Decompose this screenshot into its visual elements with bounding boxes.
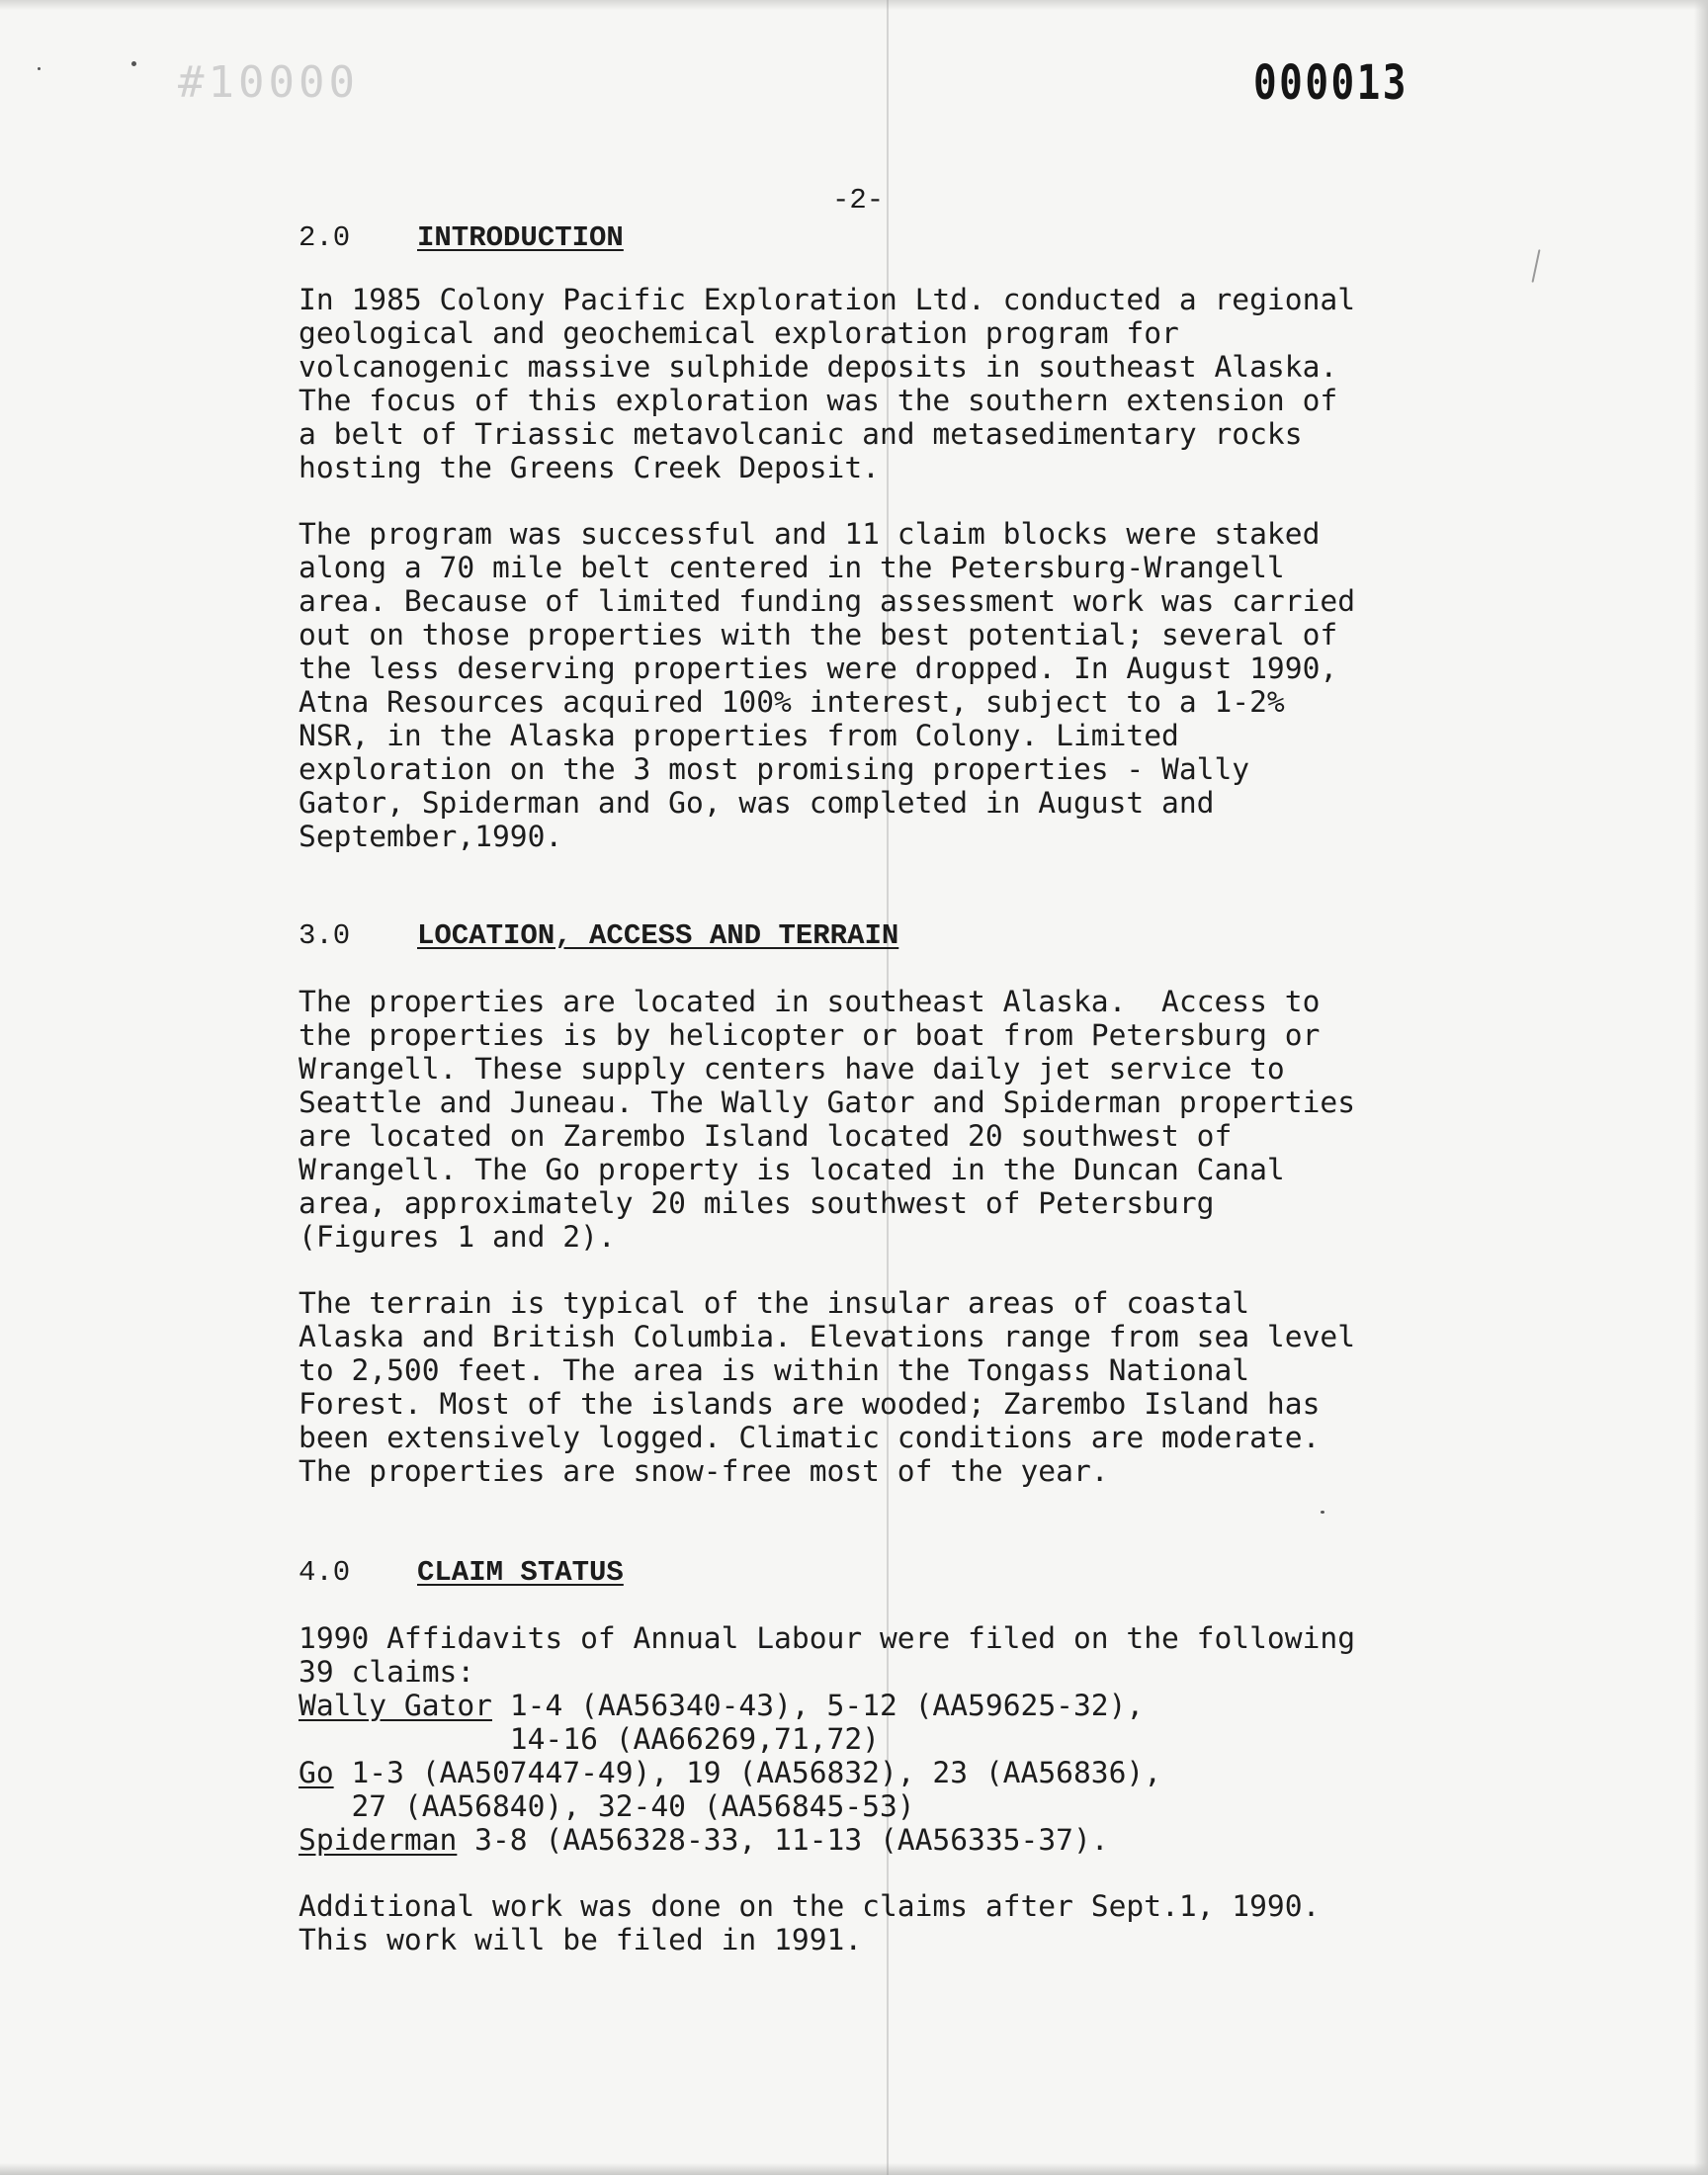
claim-detail: 1-4 (AA56340-43), 5-12 (AA59625-32), xyxy=(492,1689,1145,1722)
paragraph: The terrain is typical of the insular areas of coastal Alaska and British Columbia. Elevations range from sea level to 2,500 feet. The area is within the Tongass National Forest. Most of the islands are wooded; Zarembo Island has been extensively logged. Climatic conditions are moderate. The properties are snow-free most of the year. xyxy=(299,1286,1356,1488)
section-number: 2.0 xyxy=(299,221,351,254)
scan-speck xyxy=(131,61,136,66)
scan-right-edge xyxy=(1694,0,1708,2175)
closing-paragraph: Additional work was done on the claims after Sept.1, 1990. This work will be filed in 1991. xyxy=(299,1889,1321,1957)
section-heading: LOCATION, ACCESS AND TERRAIN xyxy=(417,919,899,952)
claim-entry-go xyxy=(299,1756,1534,1789)
claim-entry-wally-gator xyxy=(299,1689,1534,1722)
paragraph: The properties are located in southeast Alaska. Access to the properties is by helicopter or boat from Petersburg or Wrangell. These supply centers have daily jet service to Seattle and Juneau. The Wally Gator and Spiderman properties are located on Zarembo Island located 20 southwest of Wrangell. The Go property is located in the Duncan Canal area, approximately 20 miles southwest of Petersburg (Figures 1 and 2). xyxy=(299,985,1356,1254)
paragraph: The program was successful and 11 claim blocks were staked along a 70 mile belt centered in the Petersburg-Wrangell area. Because of limited funding assessment work was carried out on those properties with the best potential; several of the less deserving properties were dropped. In August 1990, Atna Resources acquired 100% interest, subject to a 1-2% NSR, in the Alaska properties from Colony. Limited exploration on the 3 most promising properties - Wally Gator, Spiderman and Go, was completed in August and September,1990. xyxy=(299,517,1356,853)
claim-detail: 1-3 (AA507447-49), 19 (AA56832), 23 (AA56836), xyxy=(333,1756,1162,1789)
claim-entry-continuation: 27 (AA56840), 32-40 (AA56845-53) xyxy=(299,1789,915,1823)
scan-top-edge xyxy=(0,0,1708,10)
scan-speck xyxy=(1531,249,1540,283)
scan-speck xyxy=(1321,1511,1324,1514)
claim-entry-continuation: 14-16 (AA66269,71,72) xyxy=(299,1722,880,1756)
scan-bottom-edge xyxy=(0,2163,1708,2175)
faint-stamp: #10000 xyxy=(178,57,359,108)
claim-name: Wally Gator xyxy=(299,1689,492,1722)
claims-intro: 1990 Affidavits of Annual Labour were filed on the following 39 claims: xyxy=(299,1621,1356,1689)
section-heading: CLAIM STATUS xyxy=(417,1556,624,1589)
claim-name: Spiderman xyxy=(299,1823,458,1857)
section-heading: INTRODUCTION xyxy=(417,221,624,254)
scan-speck xyxy=(38,67,41,70)
claim-name: Go xyxy=(299,1756,334,1789)
section-number: 4.0 xyxy=(299,1556,351,1589)
claim-detail: 3-8 (AA56328-33, 11-13 (AA56335-37). xyxy=(457,1823,1109,1857)
paragraph: In 1985 Colony Pacific Exploration Ltd. conducted a regional geological and geochemical exploration program for volcanogenic massive sulphide deposits in southeast Alaska. The focus of this exploration was the southern extension of a belt of Triassic metavolcanic and metasedimentary rocks hosting the Greens Creek Deposit. xyxy=(299,283,1356,484)
section-number: 3.0 xyxy=(299,919,351,952)
page-number: -2- xyxy=(832,184,885,217)
claim-entry-spiderman xyxy=(299,1823,1534,1857)
document-number-stamp: 000013 xyxy=(1253,55,1409,111)
